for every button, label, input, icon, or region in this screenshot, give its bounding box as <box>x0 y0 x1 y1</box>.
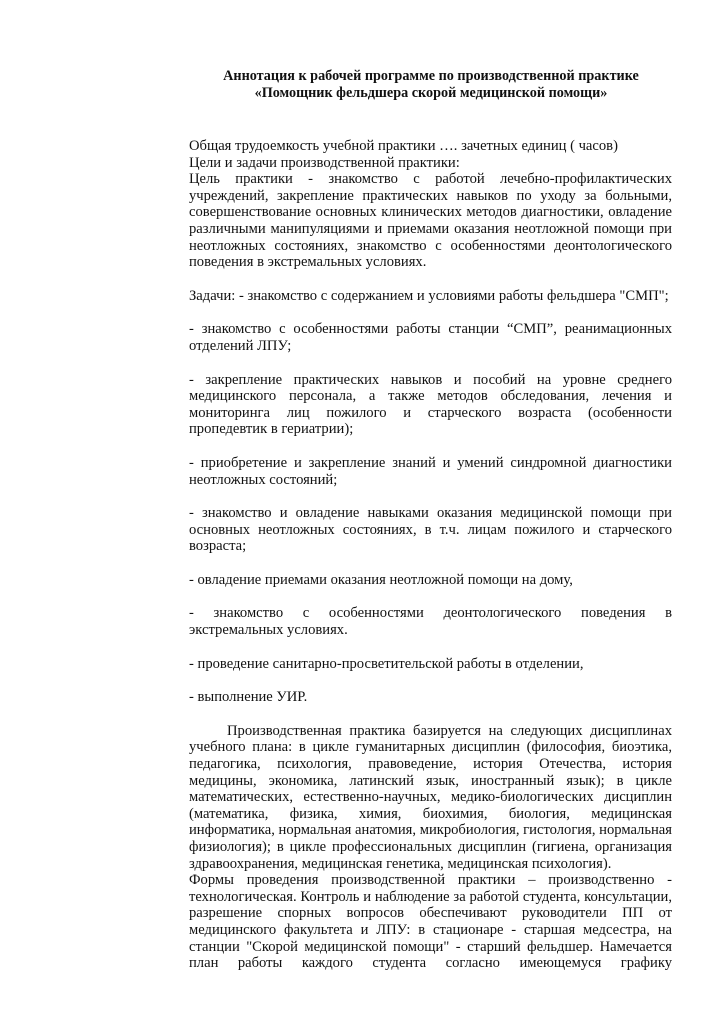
title-line-2: «Помощник фельдшера скорой медицинской помощи» <box>254 85 608 101</box>
document-title <box>171 68 691 102</box>
goals-heading: Цели и задачи производственной практики: <box>189 154 460 171</box>
task-item-3: - закрепление практических навыков и пособий на уровне среднего медицинского персонала, а также методов обследования, лечения и мониторинга лиц пожилого и старческого возраста (особенности пропедевтик в гериатрии); <box>189 371 672 438</box>
task-item-5: - знакомство и овладение навыками оказания медицинской помощи при основных неотложных состояниях, в т.ч. лицам пожилого и старческого возраста; <box>189 505 672 555</box>
task-item-8: - проведение санитарно-просветительской работы в отделении, <box>189 655 584 672</box>
goal-paragraph: Цель практики - знакомство с работой лечебно-профилактических учреждений, закрепление практических навыков по уходу за больными, совершенствование основных клинических методов диагностики, овладение различными манипуляциями и приемами оказания неотложной помощи при неотложных состояниях, знакомство с особенностями деонтологического поведения в экстремальных условиях. <box>189 171 672 271</box>
task-item-9: - выполнение УИР. <box>189 689 308 706</box>
title-line-1: Аннотация к рабочей программе по производственной практике <box>223 68 639 84</box>
forms-paragraph: Формы проведения производственной практики – производственно - технологическая. Контроль и наблюдение за работой студента, консультации, разрешение спорных вопросов обеспечивают руководители ПП от медицинского факультета и ЛПУ: в стационаре - старшая медсестра, на станции "Скорой медицинской помощи" - старший фельдшер. Намечается план работы каждого студента согласно имеющемуся графику <box>189 872 672 972</box>
task-item-4: - приобретение и закрепление знаний и умений синдромной диагностики неотложных состояний; <box>189 454 672 488</box>
disciplines-paragraph: Производственная практика базируется на следующих дисциплинах учебного плана: в цикле гуманитарных дисциплин (философия, биоэтика, педагогика, психология, правоведение, история Отечества, история медицины, экономика, латинский язык, иностранный язык); в цикле математических, естественно-научных, медико-биологических дисциплин (математика, физика, химия, биохимия, биология, медицинская информатика, нормальная анатомия, микробиология, гистология, нормальная физиология); в цикле профессиональных дисциплин (гигиена, организация здравоохранения, медицинская генетика, медицинская психология). <box>189 722 672 872</box>
workload-line: Общая трудоемкость учебной практики …. зачетных единиц ( часов) <box>189 138 618 154</box>
task-item-2: - знакомство с особенностями работы станции “СМП”, реанимационных отделений ЛПУ; <box>189 321 672 354</box>
document-page <box>189 68 672 972</box>
task-item-7: - знакомство с особенностями деонтологического поведения в экстремальных условиях. <box>189 605 672 639</box>
task-item-1: Задачи: - знакомство с содержанием и условиями работы фельдшера "СМП"; <box>189 287 669 304</box>
task-item-6: - овладение приемами оказания неотложной помощи на дому, <box>189 571 573 588</box>
